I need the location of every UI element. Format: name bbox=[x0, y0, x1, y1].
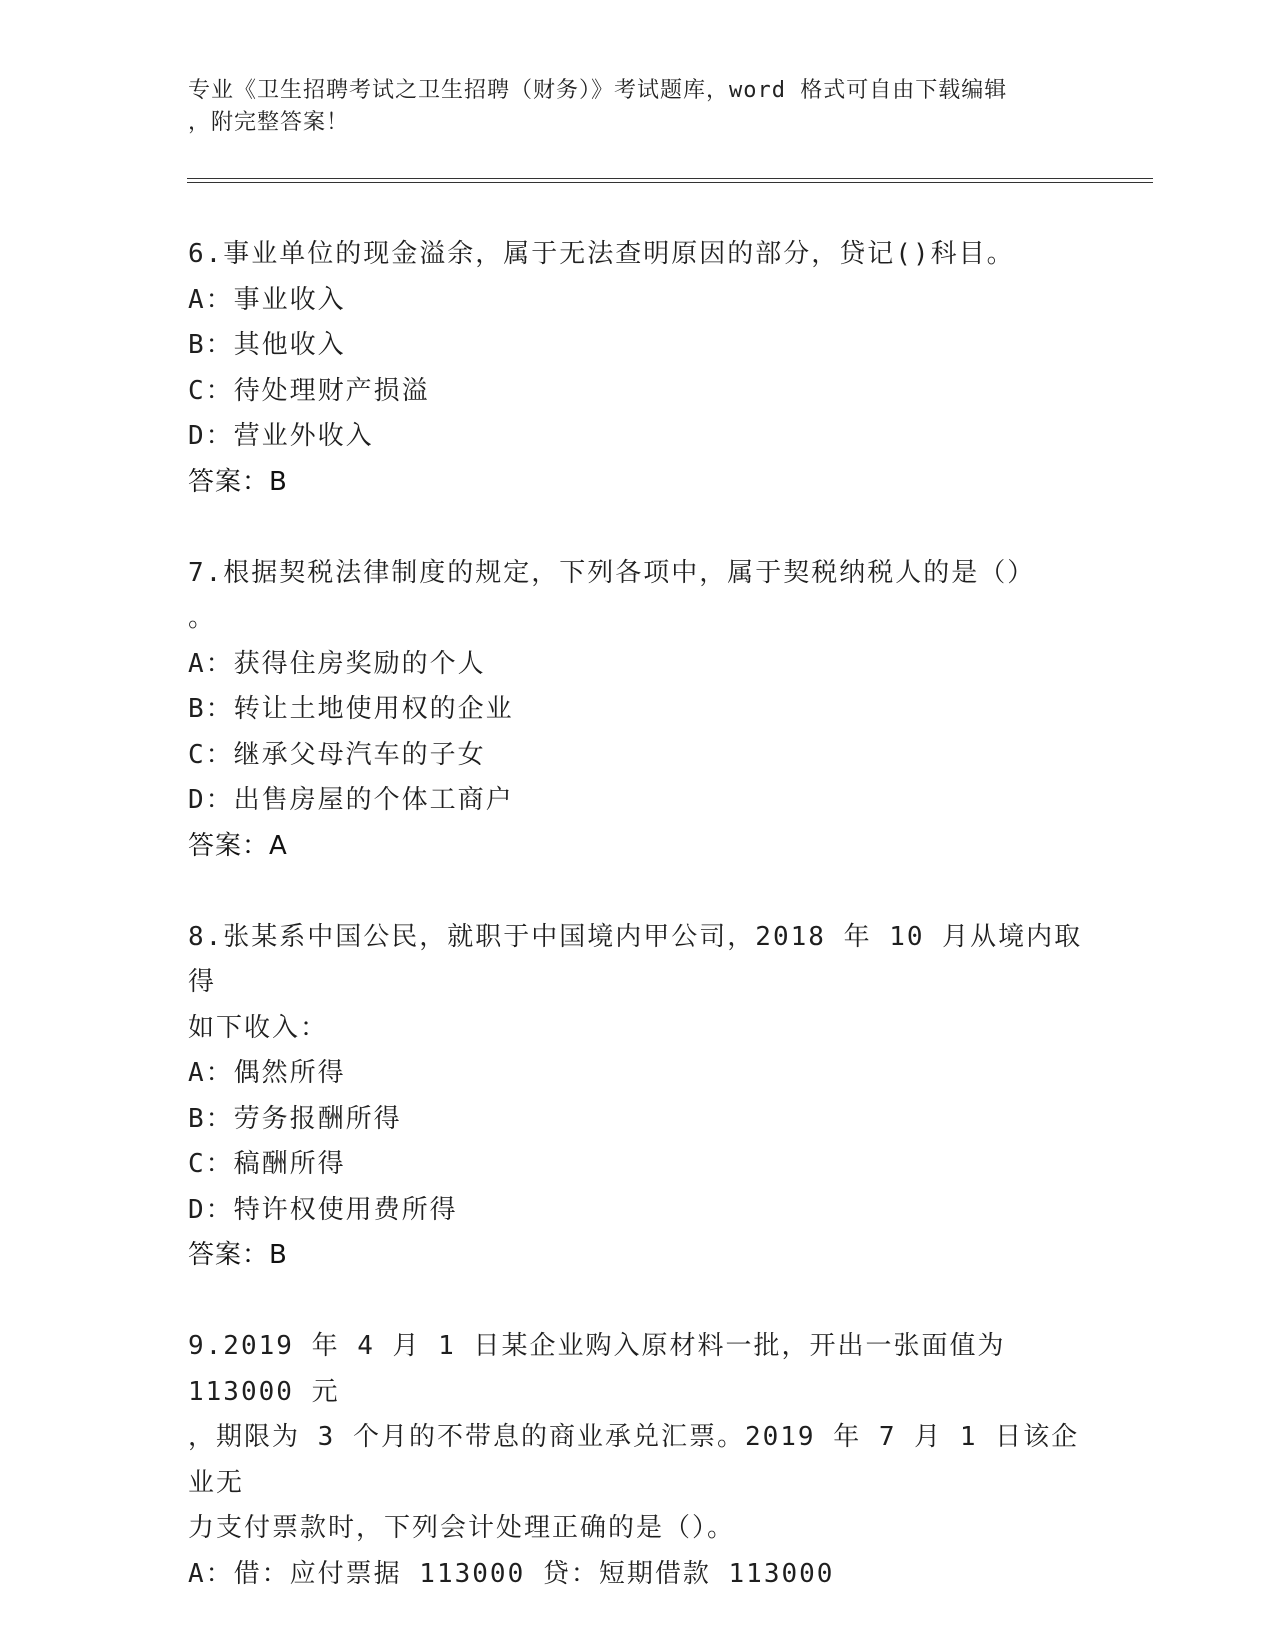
question-6 bbox=[188, 232, 1088, 505]
question-stem: 6.事业单位的现金溢余，属于无法查明原因的部分，贷记()科目。 bbox=[188, 239, 1015, 269]
question-8 bbox=[188, 915, 1088, 1279]
question-stem-line-2: ，期限为 3 个月的不带息的商业承兑汇票。2019 年 7 月 1 日该企业无 bbox=[188, 1422, 1080, 1498]
option-a: A：事业收入 bbox=[188, 284, 346, 315]
question-7 bbox=[188, 551, 1088, 870]
question-stem-line-3: 力支付票款时，下列会计处理正确的是（）。 bbox=[188, 1513, 736, 1543]
answer-line: 答案：B bbox=[188, 1240, 288, 1270]
header-line-2: ，附完整答案！ bbox=[188, 110, 350, 135]
answer-line: 答案：A bbox=[188, 830, 288, 861]
option-c: C：待处理财产损溢 bbox=[188, 375, 430, 406]
option-b: B：转让土地使用权的企业 bbox=[188, 694, 514, 724]
question-stem-line-1: 9.2019 年 4 月 1 日某企业购入原材料一批，开出一张面值为 113000 元 bbox=[188, 1331, 1006, 1407]
option-c: C：稿酬所得 bbox=[188, 1149, 346, 1179]
option-c: C：继承父母汽车的子女 bbox=[188, 739, 486, 770]
header-divider-bottom bbox=[187, 182, 1153, 183]
question-stem-line-2: 如下收入： bbox=[188, 1012, 329, 1043]
header-divider-top bbox=[187, 178, 1153, 179]
header-line-1: 专业《卫生招聘考试之卫生招聘（财务）》考试题库，word 格式可自由下载编辑 bbox=[188, 78, 1008, 103]
option-d: D：出售房屋的个体工商户 bbox=[188, 785, 514, 815]
option-a: A：偶然所得 bbox=[188, 1058, 346, 1088]
answer-line: 答案：B bbox=[188, 466, 288, 497]
option-d: D：特许权使用费所得 bbox=[188, 1194, 458, 1225]
question-stem-line-1: 7.根据契税法律制度的规定，下列各项中，属于契税纳税人的是（） bbox=[188, 557, 1036, 588]
option-b: B：其他收入 bbox=[188, 330, 346, 360]
question-stem-line-1: 8.张某系中国公民，就职于中国境内甲公司，2018 年 10 月从境内取得 bbox=[188, 921, 1083, 997]
option-a: A：获得住房奖励的个人 bbox=[188, 648, 486, 679]
option-b: B：劳务报酬所得 bbox=[188, 1103, 402, 1134]
option-a: A：借：应付票据 113000 贷：短期借款 113000 bbox=[188, 1558, 835, 1589]
document-header bbox=[188, 75, 1088, 139]
question-list bbox=[188, 232, 1088, 1597]
question-stem-line-2: 。 bbox=[188, 603, 217, 633]
option-d: D：营业外收入 bbox=[188, 421, 374, 451]
question-9 bbox=[188, 1324, 1088, 1597]
